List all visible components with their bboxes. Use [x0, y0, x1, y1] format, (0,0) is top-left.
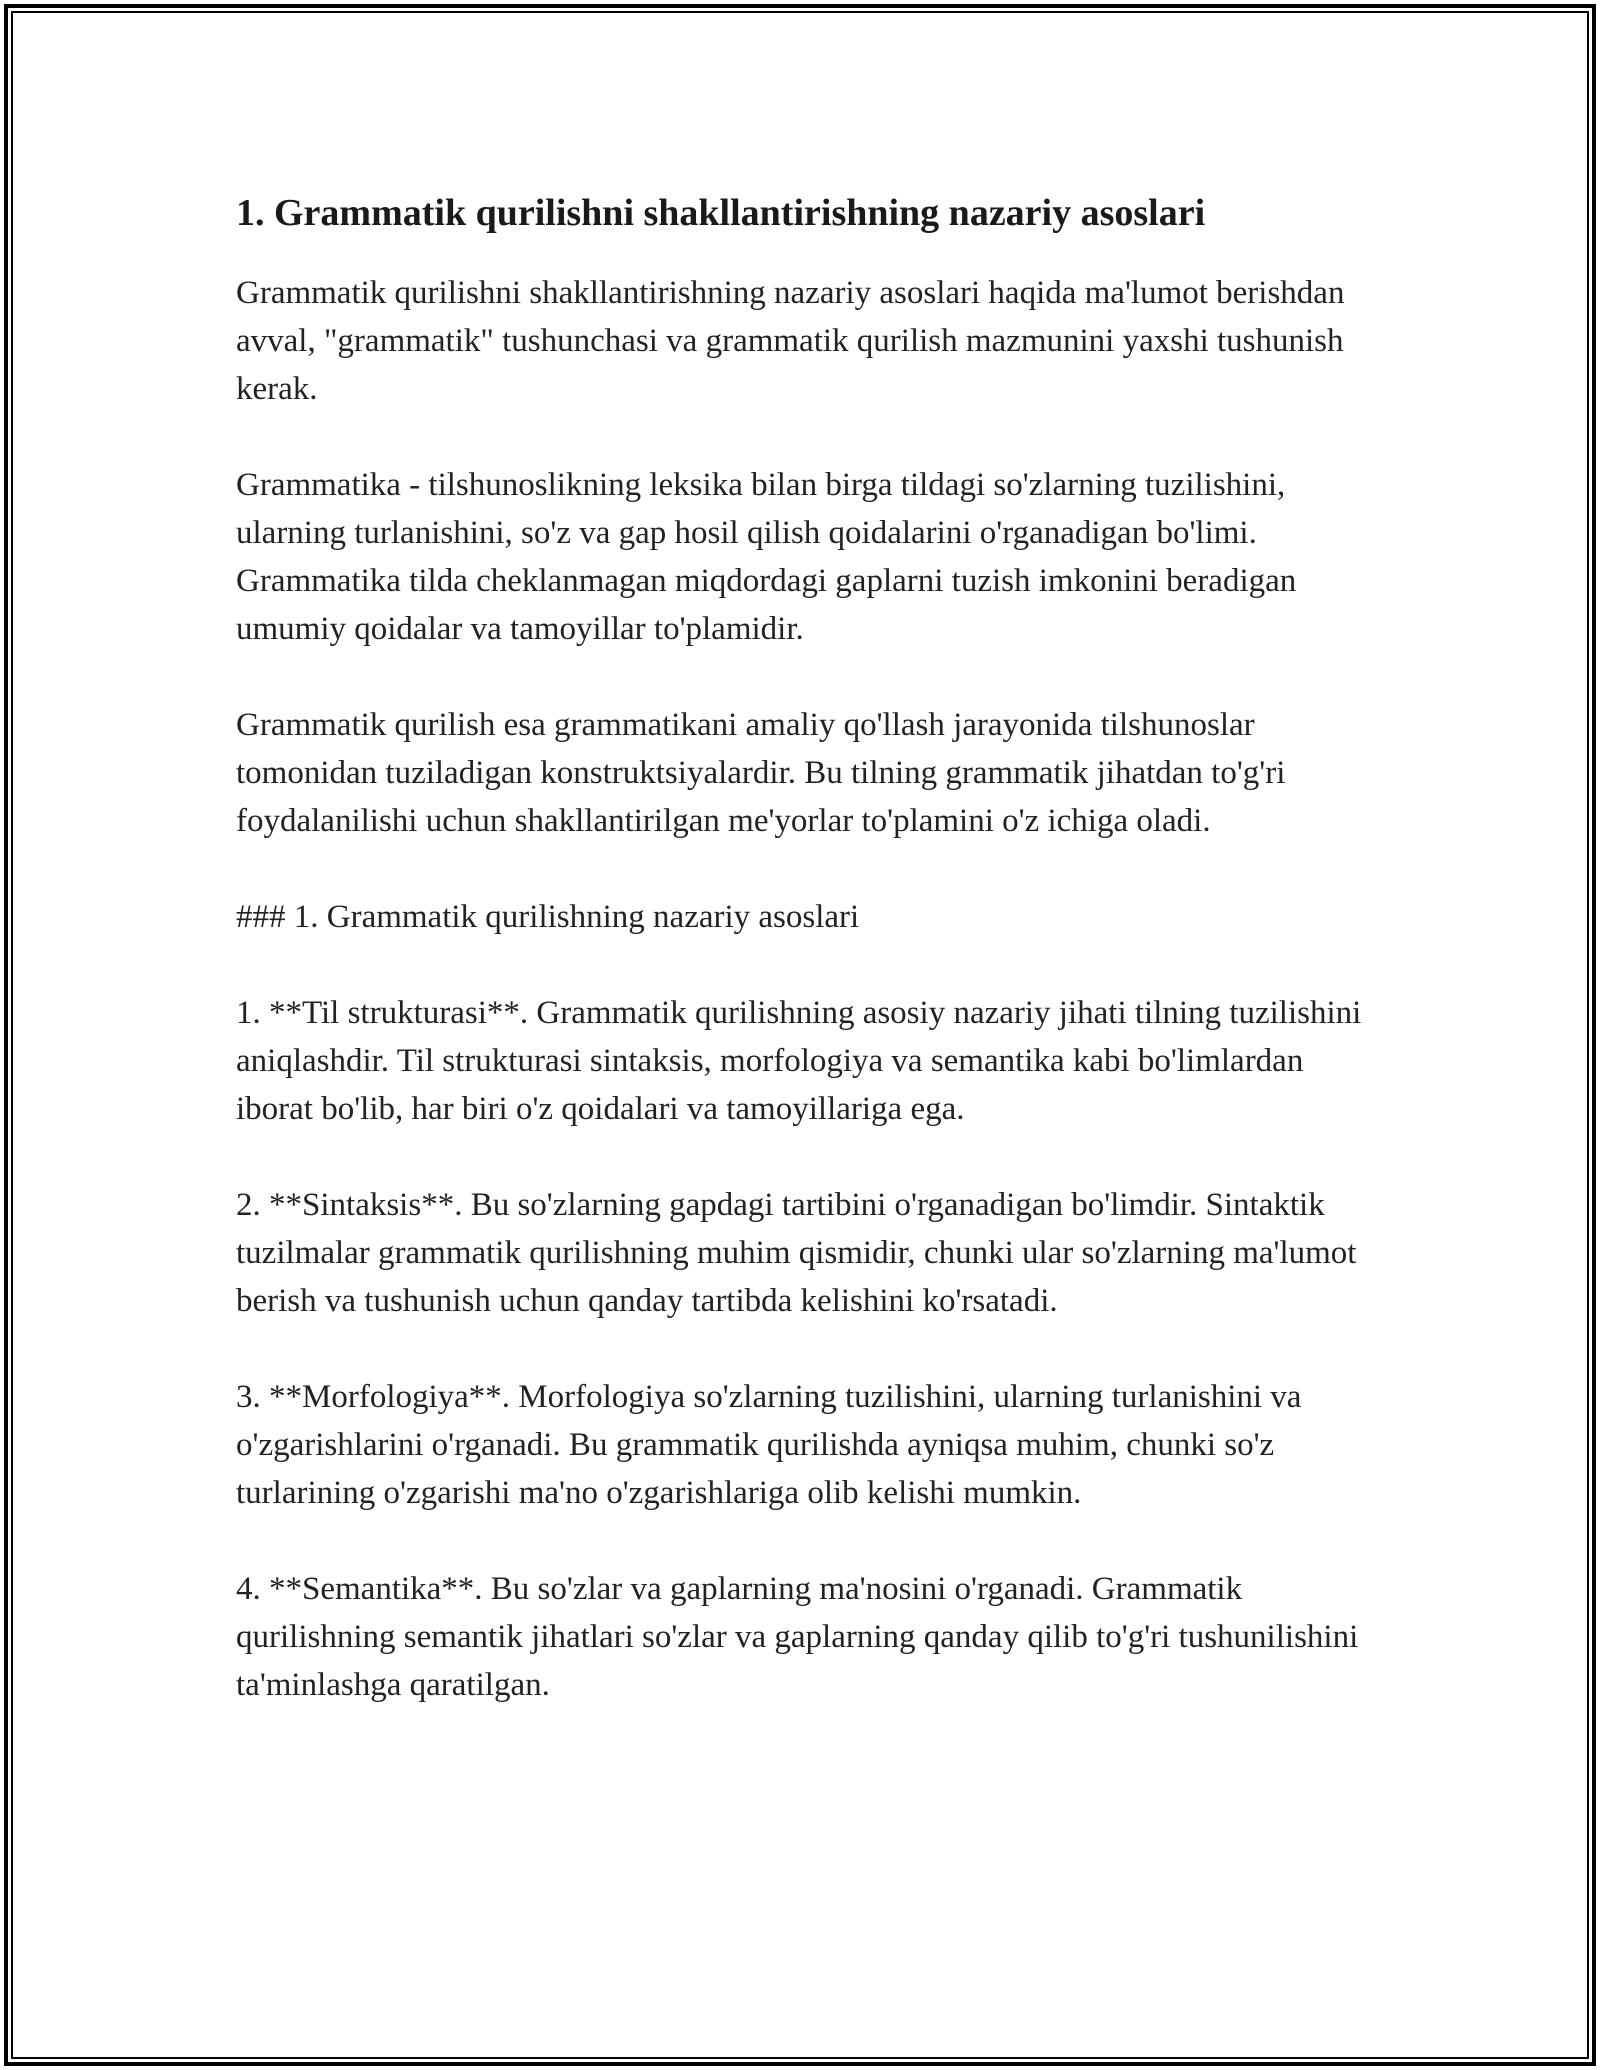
document-title: 1. Grammatik qurilishni shakllantirishning nazariy asoslari [236, 192, 1206, 234]
document-body [236, 187, 1370, 1757]
paragraph-subheading: ### 1. Grammatik qurilishning nazariy asoslari [236, 899, 860, 935]
paragraph-grammatika: Grammatika - tilshunoslikning leksika bilan birga tildagi so'zlarning tuzilishini, ularning turlanishini, so'z va gap hosil qilish qoidalarini o'rganadigan bo'limi. Grammatika tilda cheklanmagan miqdordagi gaplarni tuzish imkonini beradigan umumiy qoidalar va tamoyillar to'plamidir. [236, 467, 1305, 647]
list-item-morfologiya: 3. **Morfologiya**. Morfologiya so'zlarning tuzilishini, ularning turlanishini va o'zgarishlarini o'rganadi. Bu grammatik qurilishda ayniqsa muhim, chunki so'z turlarining o'zgarishi ma'no o'zgarishlariga olib kelishi mumkin. [236, 1379, 1310, 1511]
list-item-til-strukturasi: 1. **Til strukturasi**. Grammatik qurilishning asosiy nazariy jihati tilning tuzilishini aniqlashdir. Til strukturasi sintaksis, morfologiya va semantika kabi bo'limlardan iborat bo'lib, har biri o'z qoidalari va tamoyillariga ega. [236, 995, 1370, 1127]
paragraph-intro: Grammatik qurilishni shakllantirishning nazariy asoslari haqida ma'lumot berishdan avval, "grammatik" tushunchasi va grammatik qurilish mazmunini yaxshi tushunish kerak. [236, 275, 1353, 407]
paragraph-grammatik-qurilish: Grammatik qurilish esa grammatikani amaliy qo'llash jarayonida tilshunoslar tomonidan tuziladigan konstruktsiyalardir. Bu tilning grammatik jihatdan to'g'ri foydalanilishi uchun shakllantirilgan me'yorlar to'plamini o'z ichiga oladi. [236, 707, 1294, 839]
list-item-semantika: 4. **Semantika**. Bu so'zlar va gaplarning ma'nosini o'rganadi. Grammatik qurilishning semantik jihatlari so'zlar va gaplarning qanday qilib to'g'ri tushunilishini ta'minlashga qaratilgan. [236, 1571, 1367, 1703]
list-item-sintaksis: 2. **Sintaksis**. Bu so'zlarning gapdagi tartibini o'rganadigan bo'limdir. Sintaktik tuzilmalar grammatik qurilishning muhim qismidir, chunki ular so'zlarning ma'lumot berish va tushunish uchun qanday tartibda kelishini ko'rsatadi. [236, 1187, 1365, 1319]
